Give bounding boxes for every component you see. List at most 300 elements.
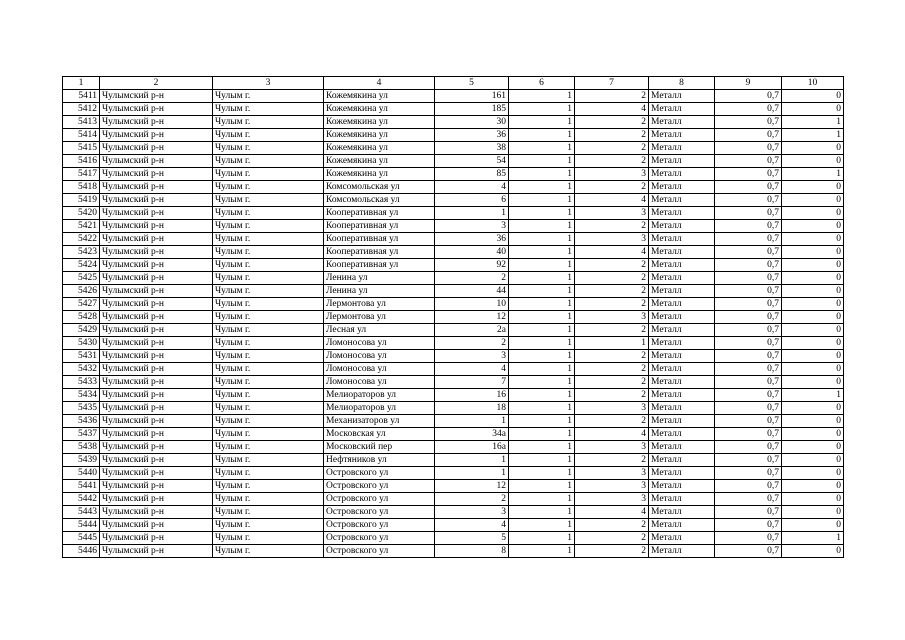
table-row (63, 415, 844, 428)
table-row (63, 480, 844, 493)
cell-col7: 3 (575, 467, 649, 480)
cell-material: Металл (649, 506, 715, 519)
cell-house: 16а (435, 441, 509, 454)
table-row (63, 285, 844, 298)
cell-house: 40 (435, 246, 509, 259)
cell-col6: 1 (509, 155, 575, 168)
cell-material: Металл (649, 441, 715, 454)
cell-street: Комсомольская ул (324, 194, 435, 207)
cell-street: Московская ул (324, 428, 435, 441)
cell-number: 5415 (63, 142, 100, 155)
table-row (63, 90, 844, 103)
cell-col6: 1 (509, 350, 575, 363)
table-row (63, 311, 844, 324)
cell-street: Кожемякина ул (324, 155, 435, 168)
cell-town: Чулым г. (213, 441, 324, 454)
cell-col6: 1 (509, 480, 575, 493)
cell-col6: 1 (509, 506, 575, 519)
cell-col6: 1 (509, 376, 575, 389)
cell-col6: 1 (509, 532, 575, 545)
cell-col9: 0,7 (715, 415, 782, 428)
cell-street: Ломоносова ул (324, 350, 435, 363)
cell-number: 5423 (63, 246, 100, 259)
cell-col6: 1 (509, 337, 575, 350)
cell-street: Островского ул (324, 519, 435, 532)
table-row (63, 324, 844, 337)
cell-house: 92 (435, 259, 509, 272)
cell-col9: 0,7 (715, 103, 782, 116)
cell-col7: 2 (575, 155, 649, 168)
table-row (63, 220, 844, 233)
cell-town: Чулым г. (213, 90, 324, 103)
cell-col9: 0,7 (715, 220, 782, 233)
cell-number: 5434 (63, 389, 100, 402)
cell-number: 5445 (63, 532, 100, 545)
cell-town: Чулым г. (213, 207, 324, 220)
cell-house: 30 (435, 116, 509, 129)
table-row (63, 363, 844, 376)
cell-col10: 0 (782, 415, 844, 428)
table-row (63, 519, 844, 532)
cell-col9: 0,7 (715, 506, 782, 519)
cell-town: Чулым г. (213, 376, 324, 389)
cell-street: Мелиораторов ул (324, 402, 435, 415)
cell-number: 5414 (63, 129, 100, 142)
cell-material: Металл (649, 454, 715, 467)
cell-col7: 3 (575, 207, 649, 220)
cell-district: Чулымский р-н (100, 90, 213, 103)
cell-col10: 0 (782, 467, 844, 480)
cell-material: Металл (649, 415, 715, 428)
cell-house: 4 (435, 519, 509, 532)
cell-district: Чулымский р-н (100, 545, 213, 558)
cell-house: 5 (435, 532, 509, 545)
cell-col7: 3 (575, 493, 649, 506)
cell-number: 5441 (63, 480, 100, 493)
cell-col6: 1 (509, 428, 575, 441)
cell-col7: 2 (575, 454, 649, 467)
cell-town: Чулым г. (213, 129, 324, 142)
cell-col9: 0,7 (715, 376, 782, 389)
cell-street: Кожемякина ул (324, 142, 435, 155)
cell-material: Металл (649, 233, 715, 246)
cell-street: Кожемякина ул (324, 90, 435, 103)
cell-col10: 0 (782, 480, 844, 493)
cell-street: Лермонтова ул (324, 311, 435, 324)
cell-material: Металл (649, 337, 715, 350)
cell-number: 5430 (63, 337, 100, 350)
cell-house: 2а (435, 324, 509, 337)
cell-district: Чулымский р-н (100, 298, 213, 311)
cell-col10: 0 (782, 181, 844, 194)
cell-number: 5412 (63, 103, 100, 116)
cell-district: Чулымский р-н (100, 116, 213, 129)
cell-col10: 0 (782, 363, 844, 376)
cell-material: Металл (649, 298, 715, 311)
table-row (63, 337, 844, 350)
cell-district: Чулымский р-н (100, 142, 213, 155)
table-row (63, 103, 844, 116)
cell-street: Островского ул (324, 480, 435, 493)
cell-material: Металл (649, 545, 715, 558)
cell-house: 3 (435, 220, 509, 233)
table-row (63, 454, 844, 467)
cell-district: Чулымский р-н (100, 337, 213, 350)
cell-col10: 1 (782, 389, 844, 402)
cell-town: Чулым г. (213, 168, 324, 181)
cell-col7: 2 (575, 259, 649, 272)
cell-material: Металл (649, 155, 715, 168)
cell-col10: 0 (782, 220, 844, 233)
cell-district: Чулымский р-н (100, 519, 213, 532)
cell-town: Чулым г. (213, 324, 324, 337)
cell-col9: 0,7 (715, 168, 782, 181)
cell-house: 12 (435, 311, 509, 324)
cell-col10: 0 (782, 324, 844, 337)
document-page (62, 76, 843, 558)
cell-house: 185 (435, 103, 509, 116)
cell-district: Чулымский р-н (100, 168, 213, 181)
cell-col10: 0 (782, 493, 844, 506)
cell-number: 5431 (63, 350, 100, 363)
cell-col7: 2 (575, 545, 649, 558)
cell-col9: 0,7 (715, 116, 782, 129)
cell-col6: 1 (509, 103, 575, 116)
cell-col7: 2 (575, 350, 649, 363)
cell-town: Чулым г. (213, 337, 324, 350)
cell-house: 4 (435, 181, 509, 194)
cell-number: 5428 (63, 311, 100, 324)
cell-town: Чулым г. (213, 103, 324, 116)
cell-house: 4 (435, 363, 509, 376)
cell-col6: 1 (509, 181, 575, 194)
cell-house: 161 (435, 90, 509, 103)
cell-street: Островского ул (324, 493, 435, 506)
cell-col7: 2 (575, 519, 649, 532)
cell-col10: 0 (782, 506, 844, 519)
cell-material: Металл (649, 519, 715, 532)
cell-col6: 1 (509, 207, 575, 220)
cell-house: 1 (435, 207, 509, 220)
column-header: 10 (782, 77, 844, 90)
cell-material: Металл (649, 324, 715, 337)
cell-col10: 1 (782, 129, 844, 142)
cell-town: Чулым г. (213, 233, 324, 246)
cell-district: Чулымский р-н (100, 272, 213, 285)
cell-town: Чулым г. (213, 155, 324, 168)
cell-district: Чулымский р-н (100, 233, 213, 246)
cell-district: Чулымский р-н (100, 376, 213, 389)
cell-col7: 2 (575, 285, 649, 298)
cell-col6: 1 (509, 90, 575, 103)
cell-col7: 4 (575, 428, 649, 441)
cell-street: Кожемякина ул (324, 116, 435, 129)
cell-street: Кожемякина ул (324, 103, 435, 116)
cell-col6: 1 (509, 168, 575, 181)
column-header: 3 (213, 77, 324, 90)
cell-street: Островского ул (324, 506, 435, 519)
cell-street: Островского ул (324, 532, 435, 545)
cell-col6: 1 (509, 467, 575, 480)
cell-col9: 0,7 (715, 389, 782, 402)
cell-district: Чулымский р-н (100, 428, 213, 441)
cell-col7: 2 (575, 376, 649, 389)
cell-col10: 0 (782, 155, 844, 168)
cell-material: Металл (649, 259, 715, 272)
table-row (63, 467, 844, 480)
cell-material: Металл (649, 285, 715, 298)
cell-house: 36 (435, 233, 509, 246)
cell-street: Кооперативная ул (324, 207, 435, 220)
cell-house: 2 (435, 493, 509, 506)
cell-district: Чулымский р-н (100, 415, 213, 428)
cell-number: 5444 (63, 519, 100, 532)
cell-number: 5446 (63, 545, 100, 558)
cell-col9: 0,7 (715, 337, 782, 350)
cell-col7: 4 (575, 506, 649, 519)
cell-district: Чулымский р-н (100, 441, 213, 454)
cell-material: Металл (649, 181, 715, 194)
table-row (63, 155, 844, 168)
cell-col9: 0,7 (715, 155, 782, 168)
cell-town: Чулым г. (213, 142, 324, 155)
cell-col6: 1 (509, 285, 575, 298)
cell-number: 5438 (63, 441, 100, 454)
cell-district: Чулымский р-н (100, 350, 213, 363)
cell-col9: 0,7 (715, 90, 782, 103)
cell-house: 1 (435, 454, 509, 467)
cell-col9: 0,7 (715, 532, 782, 545)
table-row (63, 181, 844, 194)
cell-material: Металл (649, 129, 715, 142)
cell-town: Чулым г. (213, 545, 324, 558)
cell-house: 10 (435, 298, 509, 311)
cell-house: 1 (435, 415, 509, 428)
cell-col6: 1 (509, 194, 575, 207)
cell-number: 5437 (63, 428, 100, 441)
cell-col6: 1 (509, 415, 575, 428)
table-row (63, 389, 844, 402)
cell-street: Островского ул (324, 545, 435, 558)
cell-col10: 0 (782, 194, 844, 207)
cell-material: Металл (649, 311, 715, 324)
cell-col9: 0,7 (715, 181, 782, 194)
cell-town: Чулым г. (213, 311, 324, 324)
cell-col10: 0 (782, 376, 844, 389)
cell-col6: 1 (509, 402, 575, 415)
table-row (63, 207, 844, 220)
column-header: 9 (715, 77, 782, 90)
cell-house: 18 (435, 402, 509, 415)
cell-col9: 0,7 (715, 194, 782, 207)
cell-town: Чулым г. (213, 181, 324, 194)
cell-col9: 0,7 (715, 142, 782, 155)
cell-material: Металл (649, 272, 715, 285)
cell-col7: 2 (575, 181, 649, 194)
cell-number: 5416 (63, 155, 100, 168)
cell-street: Кооперативная ул (324, 259, 435, 272)
cell-number: 5443 (63, 506, 100, 519)
cell-town: Чулым г. (213, 298, 324, 311)
cell-street: Нефтяников ул (324, 454, 435, 467)
cell-town: Чулым г. (213, 428, 324, 441)
cell-material: Металл (649, 402, 715, 415)
cell-material: Металл (649, 220, 715, 233)
cell-district: Чулымский р-н (100, 220, 213, 233)
cell-district: Чулымский р-н (100, 311, 213, 324)
cell-col6: 1 (509, 545, 575, 558)
column-header: 8 (649, 77, 715, 90)
cell-number: 5432 (63, 363, 100, 376)
cell-number: 5429 (63, 324, 100, 337)
cell-col10: 0 (782, 441, 844, 454)
cell-house: 85 (435, 168, 509, 181)
cell-col7: 2 (575, 220, 649, 233)
cell-col9: 0,7 (715, 311, 782, 324)
cell-col6: 1 (509, 363, 575, 376)
cell-street: Островского ул (324, 467, 435, 480)
cell-col9: 0,7 (715, 233, 782, 246)
cell-district: Чулымский р-н (100, 259, 213, 272)
cell-town: Чулым г. (213, 519, 324, 532)
cell-col9: 0,7 (715, 467, 782, 480)
cell-col10: 0 (782, 142, 844, 155)
cell-col10: 0 (782, 519, 844, 532)
cell-town: Чулым г. (213, 506, 324, 519)
cell-col7: 2 (575, 90, 649, 103)
cell-col9: 0,7 (715, 129, 782, 142)
cell-number: 5436 (63, 415, 100, 428)
cell-col9: 0,7 (715, 298, 782, 311)
cell-material: Металл (649, 532, 715, 545)
cell-street: Ломоносова ул (324, 363, 435, 376)
column-header: 4 (324, 77, 435, 90)
table-row (63, 194, 844, 207)
cell-number: 5427 (63, 298, 100, 311)
cell-material: Металл (649, 428, 715, 441)
cell-col9: 0,7 (715, 428, 782, 441)
cell-number: 5440 (63, 467, 100, 480)
cell-col10: 0 (782, 311, 844, 324)
cell-district: Чулымский р-н (100, 493, 213, 506)
cell-col10: 0 (782, 337, 844, 350)
cell-col6: 1 (509, 116, 575, 129)
cell-col7: 2 (575, 324, 649, 337)
cell-house: 8 (435, 545, 509, 558)
cell-street: Кожемякина ул (324, 168, 435, 181)
cell-district: Чулымский р-н (100, 155, 213, 168)
cell-street: Лесная ул (324, 324, 435, 337)
cell-number: 5417 (63, 168, 100, 181)
cell-material: Металл (649, 467, 715, 480)
table-header-row (63, 77, 844, 90)
cell-col6: 1 (509, 298, 575, 311)
cell-number: 5421 (63, 220, 100, 233)
cell-col7: 3 (575, 233, 649, 246)
data-table (62, 76, 844, 558)
cell-col7: 4 (575, 246, 649, 259)
cell-col6: 1 (509, 493, 575, 506)
table-row (63, 168, 844, 181)
column-header: 6 (509, 77, 575, 90)
cell-col7: 2 (575, 129, 649, 142)
cell-material: Металл (649, 116, 715, 129)
cell-col10: 0 (782, 233, 844, 246)
cell-col9: 0,7 (715, 545, 782, 558)
table-row (63, 233, 844, 246)
cell-number: 5420 (63, 207, 100, 220)
cell-district: Чулымский р-н (100, 480, 213, 493)
cell-street: Ленина ул (324, 272, 435, 285)
cell-col9: 0,7 (715, 207, 782, 220)
cell-house: 3 (435, 350, 509, 363)
cell-house: 7 (435, 376, 509, 389)
cell-house: 34а (435, 428, 509, 441)
cell-col7: 2 (575, 298, 649, 311)
cell-col9: 0,7 (715, 285, 782, 298)
cell-col6: 1 (509, 259, 575, 272)
cell-town: Чулым г. (213, 532, 324, 545)
cell-number: 5419 (63, 194, 100, 207)
cell-street: Лермонтова ул (324, 298, 435, 311)
cell-street: Ломоносова ул (324, 376, 435, 389)
table-row (63, 402, 844, 415)
cell-street: Ленина ул (324, 285, 435, 298)
cell-col9: 0,7 (715, 246, 782, 259)
cell-town: Чулым г. (213, 415, 324, 428)
cell-district: Чулымский р-н (100, 363, 213, 376)
cell-col7: 3 (575, 168, 649, 181)
cell-house: 54 (435, 155, 509, 168)
cell-house: 3 (435, 506, 509, 519)
table-row (63, 246, 844, 259)
cell-col6: 1 (509, 324, 575, 337)
cell-district: Чулымский р-н (100, 103, 213, 116)
cell-town: Чулым г. (213, 259, 324, 272)
cell-col9: 0,7 (715, 259, 782, 272)
cell-street: Механизаторов ул (324, 415, 435, 428)
cell-material: Металл (649, 246, 715, 259)
cell-col9: 0,7 (715, 272, 782, 285)
cell-col6: 1 (509, 246, 575, 259)
cell-house: 6 (435, 194, 509, 207)
cell-col10: 0 (782, 402, 844, 415)
cell-house: 1 (435, 467, 509, 480)
cell-number: 5433 (63, 376, 100, 389)
cell-col9: 0,7 (715, 454, 782, 467)
cell-number: 5439 (63, 454, 100, 467)
cell-district: Чулымский р-н (100, 285, 213, 298)
cell-col10: 0 (782, 545, 844, 558)
cell-material: Металл (649, 194, 715, 207)
cell-col7: 2 (575, 389, 649, 402)
cell-town: Чулым г. (213, 493, 324, 506)
cell-town: Чулым г. (213, 116, 324, 129)
cell-town: Чулым г. (213, 467, 324, 480)
cell-col7: 2 (575, 532, 649, 545)
cell-number: 5442 (63, 493, 100, 506)
cell-col10: 0 (782, 103, 844, 116)
table-row (63, 129, 844, 142)
cell-town: Чулым г. (213, 389, 324, 402)
table-row (63, 376, 844, 389)
table-row (63, 116, 844, 129)
cell-col7: 4 (575, 194, 649, 207)
cell-material: Металл (649, 103, 715, 116)
cell-district: Чулымский р-н (100, 506, 213, 519)
cell-number: 5425 (63, 272, 100, 285)
cell-col10: 0 (782, 454, 844, 467)
